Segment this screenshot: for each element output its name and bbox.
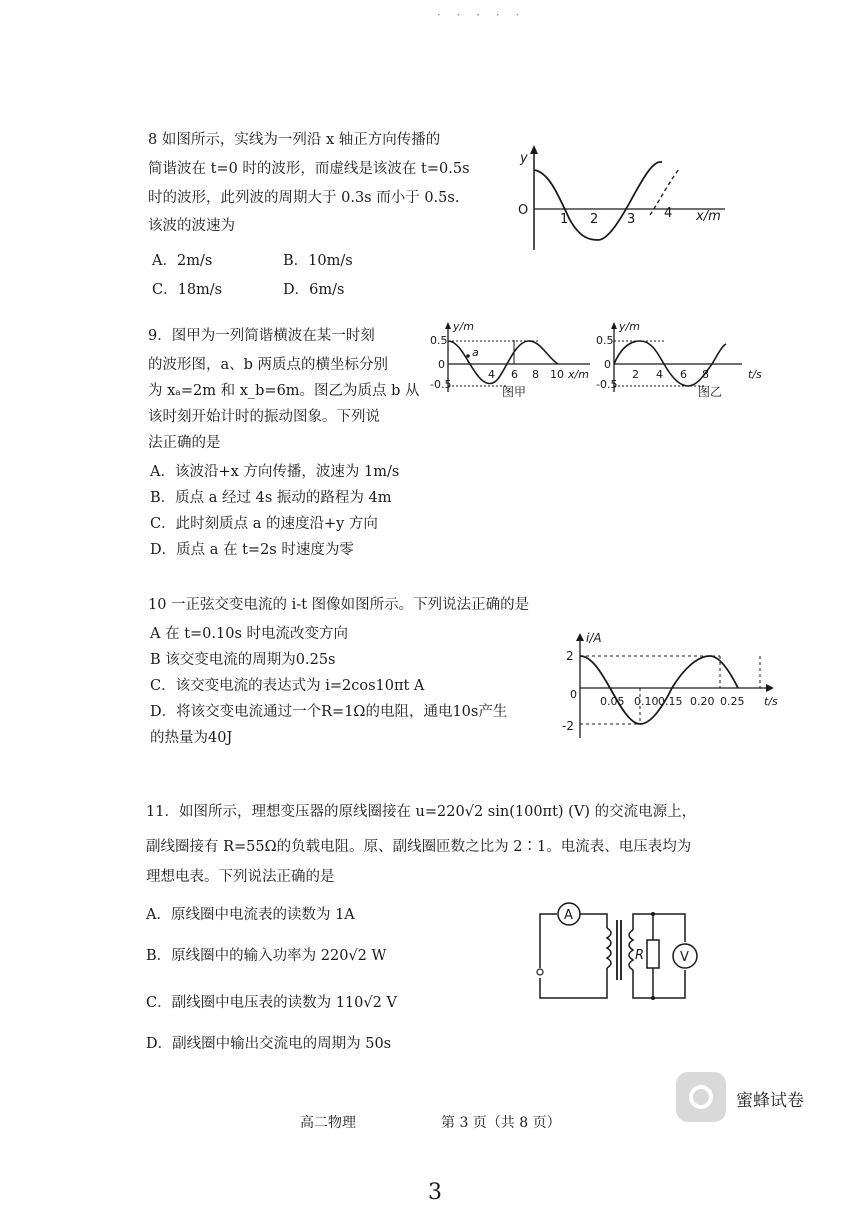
q10-xtick-0.05: 0.05 [600,695,625,708]
q9-option-b: B．质点 a 经过 4s 振动的路程为 4m [150,490,392,506]
q9-line: 法正确的是 [148,435,221,451]
q9-line: 的波形图，a、b 两质点的横坐标分别 [148,357,389,373]
secondary-coil-icon [629,930,633,970]
tick-3: 3 [627,212,636,227]
yi-ytick-0.5: 0.5 [596,334,614,347]
q10-y-label: i/A [586,631,602,645]
q8-option-b: B．10m/s [283,253,353,269]
q10-xtick-0.10: 0.10 [634,695,659,708]
footer-subject: 高二物理 [300,1115,356,1131]
q10-ytick-neg2: -2 [562,719,574,733]
jia-xtick-4: 4 [488,368,495,381]
q10-option-c: C．该交变电流的表达式为 i=2cos10πt A [150,678,425,694]
q8-option-d: D．6m/s [283,282,345,298]
q10-x-label: t/s [764,695,778,708]
jia-point-a: a [472,346,479,359]
q10-current-figure [560,630,790,740]
yi-xtick-4: 4 [656,368,663,381]
q10-ytick-2: 2 [566,649,574,663]
jia-ytick-0: 0 [438,358,445,371]
watermark-text: 蜜蜂试卷 [736,1091,804,1111]
yi-ytick-0: 0 [604,358,611,371]
primary-coil-icon [607,928,611,968]
jia-y-label: y/m [453,320,474,333]
jia-ytick-neg0.5: -0.5 [430,378,452,391]
resistor-icon [647,940,659,968]
q10-line: 10 一正弦交变电流的 i-t 图像如图所示。下列说法正确的是 [148,597,530,613]
tick-4: 4 [664,206,673,221]
page-number: 3 [428,1180,442,1205]
q10-option-a: A 在 t=0.10s 时电流改变方向 [150,626,349,642]
origin-label: O [518,203,529,218]
q10-option-b: B 该交变电流的周期为0.25s [150,652,336,668]
q11-line: 11．如图所示，理想变压器的原线圈接在 u=220√2 sin(100πt) (V) 的交流电源上， [146,804,697,820]
ammeter-label: A [564,908,573,923]
q8-line: 时的波形，此列波的周期大于 0.3s 而小于 0.5s. [148,190,460,206]
x-axis-label: x/m [696,209,721,224]
q11-transformer-circuit [525,898,715,1003]
q9-fig-yi [592,320,772,400]
q9-fig-jia [428,320,598,400]
q9-option-c: C．此时刻质点 a 的速度沿+y 方向 [150,516,378,532]
q9-option-d: D．质点 a 在 t=2s 时速度为零 [150,542,354,558]
solid-wave [534,162,662,240]
q10-xtick-0.20: 0.20 [690,695,715,708]
q11-option-d: D．副线圈中输出交流电的周期为 50s [146,1036,392,1052]
jia-xtick-8: 8 [532,368,539,381]
q9-line: 为 xₐ=2m 和 x_b=6m。图乙为质点 b 从 [148,383,420,399]
voltmeter-label: V [680,950,689,965]
jia-ytick-0.5: 0.5 [430,334,448,347]
yi-xtick-8: 8 [702,368,709,381]
q11-option-c: C．副线圈中电压表的读数为 110√2 V [146,995,397,1011]
jia-xtick-10: 10 [550,368,564,381]
q8-wave-figure [510,140,760,255]
q8-option-a: A．2m/s [152,253,213,269]
q11-line: 副线圈接有 R=55Ω的负载电阻。原、副线圈匝数之比为 2∶1。电流表、电压表均为 [146,839,692,855]
q10-xtick-0.15: 0.15 [658,695,683,708]
yi-xtick-2: 2 [632,368,639,381]
header-residue: · · · · · [437,8,526,22]
yi-ytick-neg0.5: -0.5 [596,378,618,391]
q10-option-d: D．将该交变电流通过一个R=1Ω的电阻，通电10s产生 [150,704,508,720]
q8-line: 简谐波在 t=0 时的波形，而虚线是该波在 t=0.5s [148,161,470,177]
q11-option-a: A．原线圈中电流表的读数为 1A [146,907,355,923]
tick-2: 2 [590,212,599,227]
q9-option-a: A．该波沿+x 方向传播，波速为 1m/s [150,464,400,480]
q10-origin: 0 [570,688,577,701]
tick-1: 1 [560,212,569,227]
yi-y-label: y/m [619,320,640,333]
yi-xtick-6: 6 [680,368,687,381]
q8-line: 8 如图所示，实线为一列沿 x 轴正方向传播的 [148,132,441,148]
jia-xtick-6: 6 [511,368,518,381]
q10-option-d-cont: 的热量为40J [150,730,233,746]
yi-x-label: t/s [748,368,762,381]
q8-line: 该波的波速为 [148,218,235,234]
y-axis-label: y [520,151,528,166]
bee-logo-icon [676,1072,726,1122]
footer-page-info: 第 3 页（共 8 页） [441,1115,561,1131]
jia-caption: 图甲 [502,385,527,399]
q11-line: 理想电表。下列说法正确的是 [146,869,335,885]
q10-xtick-0.25: 0.25 [720,695,745,708]
q9-line: 该时刻开始计时的振动图象。下列说 [148,409,380,425]
q11-option-b: B．原线圈中的输入功率为 220√2 W [146,948,387,964]
yi-caption: 图乙 [698,385,723,399]
jia-x-label: x/m [568,368,589,381]
q9-line: 9．图甲为一列简谐横波在某一时刻 [148,328,375,344]
resistor-label: R [635,948,645,963]
q8-option-c: C．18m/s [152,282,223,298]
